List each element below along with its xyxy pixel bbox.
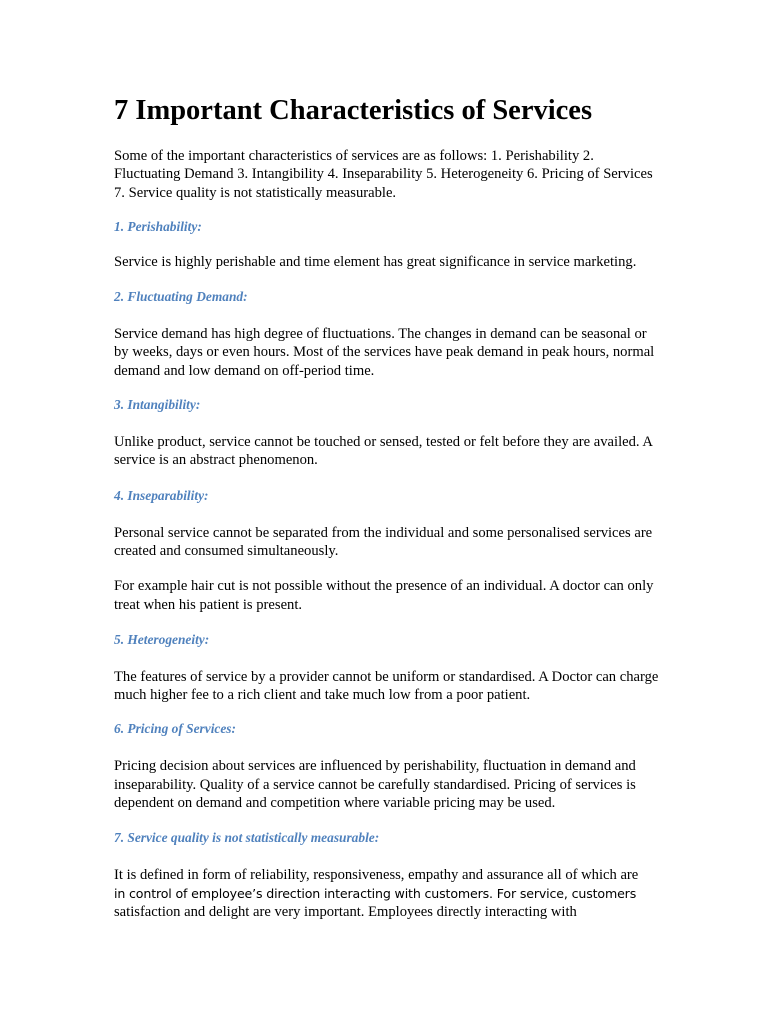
section-paragraph-perishability: Service is highly perishable and time element has great significance in service marketing. (114, 253, 637, 270)
section-paragraph-service-quality (114, 866, 662, 921)
page-title: 7 Important Characteristics of Services (114, 95, 593, 126)
section-paragraph-intangibility: Unlike product, service cannot be touched or sensed, tested or felt before they are availed. A service is an abstract phenomenon. (114, 434, 653, 469)
paragraph-line-2: in control of employee’s direction interacting with customers. For service, customers (114, 885, 637, 901)
section-paragraph-pricing: Pricing decision about services are influenced by perishability, fluctuation in demand and inseparability. Quality of a service cannot be carefully standardised. Pricing of services is dependent on demand and competition where variable pricing may be used. (114, 758, 636, 812)
section-heading-heterogeneity: 5. Heterogeneity: (114, 631, 210, 647)
paragraph-line-3: satisfaction and delight are very important. Employees directly interacting with (114, 903, 577, 920)
section-paragraph-fluctuating-demand: Service demand has high degree of fluctuations. The changes in demand can be seasonal or by weeks, days or even hours. Most of the services have peak demand in peak hours, normal demand and low demand on off-period time. (114, 326, 655, 379)
section-paragraph-inseparability-2: For example hair cut is not possible without the presence of an individual. A doctor can only treat when his patient is present. (114, 578, 654, 613)
section-heading-inseparability: 4. Inseparability: (114, 487, 209, 503)
section-paragraph-heterogeneity: The features of service by a provider cannot be uniform or standardised. A Doctor can charge much higher fee to a rich client and take much low from a poor patient. (114, 668, 659, 704)
section-heading-pricing: 6. Pricing of Services: (114, 721, 236, 737)
section-paragraph-inseparability-1: Personal service cannot be separated from the individual and some personalised services are created and consumed simultaneously. (114, 524, 653, 559)
section-heading-perishability: 1. Perishability: (114, 218, 202, 234)
section-heading-intangibility: 3. Intangibility: (114, 397, 201, 413)
document-page (114, 92, 662, 921)
paragraph-line-1: It is defined in form of reliability, responsiveness, empathy and assurance all of which are (114, 867, 639, 884)
section-heading-fluctuating-demand: 2. Fluctuating Demand: (114, 289, 248, 305)
intro-paragraph: Some of the important characteristics of services are as follows: 1. Perishability 2. Fluctuating Demand 3. Intangibility 4. Inseparability 5. Heterogeneity 6. Pricing of Services 7. Service quality is not statistically measurable. (114, 148, 653, 201)
section-heading-service-quality: 7. Service quality is not statistically measurable: (114, 830, 380, 846)
